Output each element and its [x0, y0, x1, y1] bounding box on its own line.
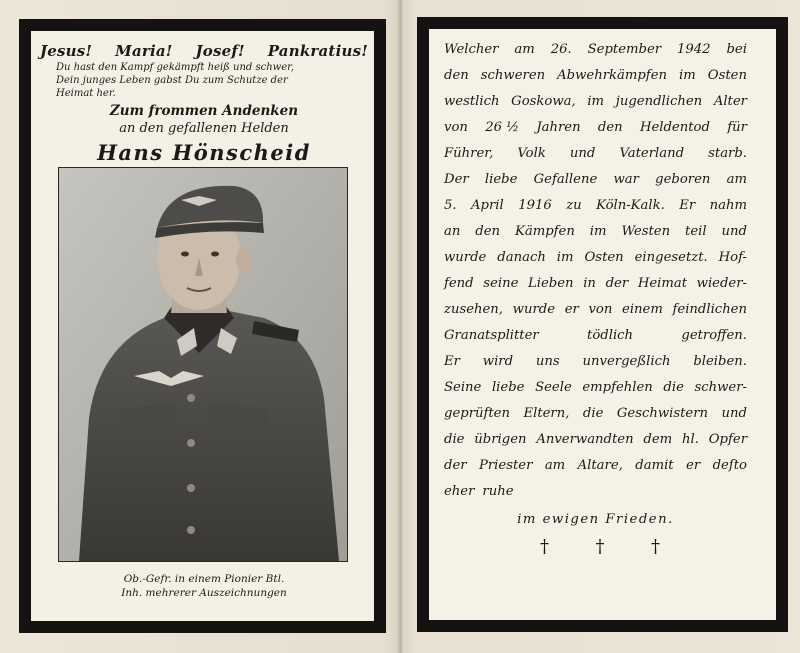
- obituary-word: empfehlen: [582, 380, 653, 395]
- obituary-word: Goskowa,: [511, 94, 576, 109]
- obituary-line: [444, 89, 747, 115]
- obituary-word: am: [514, 42, 535, 57]
- obituary-word: die: [444, 432, 465, 447]
- verse-line: Du hast den Kampf gekämpft heiß und schwer,: [56, 62, 295, 73]
- header-invocation: [40, 42, 368, 60]
- obituary-word: bleiben.: [693, 354, 747, 369]
- obituary-word: Granatsplitter: [444, 328, 539, 343]
- obituary-word: und: [721, 406, 747, 421]
- obituary-word: 5.: [444, 198, 457, 213]
- obituary-word: September: [587, 42, 662, 57]
- obituary-word: 26 ½: [485, 120, 519, 135]
- obituary-word: Jahren: [536, 120, 581, 135]
- obituary-word: Heldentod: [639, 120, 710, 135]
- obituary-word: wird: [482, 354, 514, 369]
- obituary-word: hl.: [682, 432, 699, 447]
- obituary-word: Heimat: [637, 276, 688, 291]
- obituary-word: Kämpfen: [514, 224, 575, 239]
- header-word: Maria!: [115, 42, 173, 60]
- obituary-word: damit: [635, 458, 674, 473]
- obituary-line: [444, 453, 747, 479]
- gefallen-subheading: an den gefallenen Helden: [119, 121, 289, 136]
- obituary-word: fend: [444, 276, 474, 291]
- obituary-word: liebe: [491, 380, 525, 395]
- obituary-word: Alter: [713, 94, 747, 109]
- portrait-caption: [40, 572, 368, 600]
- obituary-word: Anverwandten: [536, 432, 634, 447]
- obituary-line: [444, 401, 747, 427]
- obituary-line: [444, 271, 747, 297]
- obituary-line: [444, 349, 747, 375]
- obituary-line: [444, 245, 747, 271]
- verse-line: Dein junges Leben gabst Du zum Schutze der: [56, 75, 288, 86]
- obituary-word: Köln-Kalk.: [596, 198, 665, 213]
- obituary-word: zusehen,: [444, 302, 503, 317]
- obituary-word: tödlich: [587, 328, 634, 343]
- obituary-word: am: [726, 172, 747, 187]
- obituary-word: eher: [444, 484, 475, 499]
- obituary-word: 1942: [677, 42, 711, 57]
- cross-icon: †: [651, 536, 660, 557]
- obituary-word: wurde: [444, 250, 487, 265]
- obituary-word: Er: [679, 198, 696, 213]
- obituary-word: teil: [685, 224, 707, 239]
- obituary-word: danach: [497, 250, 546, 265]
- obituary-word: die: [582, 406, 604, 421]
- header-word: Pankratius!: [267, 42, 368, 60]
- header-word: Jesus!: [40, 42, 93, 60]
- obituary-word: dem: [643, 432, 673, 447]
- soldier-portrait-photo: [58, 167, 348, 562]
- obituary-word: Abwehrkämpfen: [557, 68, 667, 83]
- memorial-verse: [56, 61, 356, 100]
- andenken-heading: Zum frommen Andenken: [109, 103, 299, 119]
- obituary-word: 1916: [518, 198, 552, 213]
- obituary-line: [444, 375, 747, 401]
- obituary-word: im: [589, 224, 607, 239]
- obituary-word: er: [686, 458, 701, 473]
- obituary-word: bei: [726, 42, 747, 57]
- obituary-line: [444, 219, 747, 245]
- deceased-name: Hans Hönscheid: [97, 140, 311, 165]
- obituary-word: war: [613, 172, 639, 187]
- obituary-word: feindlichen: [672, 302, 747, 317]
- closing-line: im ewigen Frieden.: [517, 512, 674, 527]
- obituary-word: für: [727, 120, 747, 135]
- obituary-word: Welcher: [444, 42, 499, 57]
- cross-icon: †: [540, 536, 549, 557]
- caption-line: Ob.-Gefr. in einem Pionier Btl.: [123, 573, 285, 585]
- obituary-word: an: [444, 224, 461, 239]
- obituary-word: zu: [566, 198, 582, 213]
- obituary-line: [444, 479, 747, 505]
- obituary-word: und: [721, 224, 747, 239]
- obituary-word: Opfer: [708, 432, 747, 447]
- obituary-word: Osten: [584, 250, 624, 265]
- obituary-line: [444, 63, 747, 89]
- obituary-word: übrigen: [474, 432, 527, 447]
- obituary-word: Eltern,: [523, 406, 570, 421]
- obituary-word: Seine: [444, 380, 482, 395]
- cross-icon: †: [595, 536, 605, 557]
- obituary-word: im: [587, 94, 605, 109]
- crosses: [540, 536, 660, 557]
- obituary-word: seine: [483, 276, 519, 291]
- obituary-word: einem: [622, 302, 663, 317]
- obituary-word: am: [544, 458, 566, 473]
- obituary-word: geprüften: [444, 406, 510, 421]
- obituary-word: und: [569, 146, 596, 161]
- obituary-word: eingesetzt.: [634, 250, 708, 265]
- obituary-word: Volk: [517, 146, 546, 161]
- obituary-word: Westen: [621, 224, 671, 239]
- obituary-word: Er: [444, 354, 460, 369]
- obituary-word: westlich: [444, 94, 500, 109]
- obituary-word: Altare,: [577, 458, 623, 473]
- obituary-word: den: [597, 120, 623, 135]
- obituary-word: unvergeßlich: [582, 354, 671, 369]
- obituary-word: Hof-: [718, 250, 747, 265]
- obituary-word: starb.: [708, 146, 747, 161]
- obituary-word: liebe: [484, 172, 518, 187]
- portrait-illustration: [59, 168, 347, 561]
- obituary-word: Gefallene: [533, 172, 598, 187]
- obituary-word: Osten: [707, 68, 747, 83]
- obituary-word: Lieben: [528, 276, 574, 291]
- obituary-word: die: [663, 380, 684, 395]
- obituary-word: von: [444, 120, 468, 135]
- obituary-text: [444, 37, 747, 533]
- obituary-word: deſto: [712, 458, 747, 473]
- obituary-word: Seele: [535, 380, 572, 395]
- obituary-word: ruhe: [482, 484, 514, 499]
- obituary-word: schwer-: [694, 380, 747, 395]
- obituary-word: von: [588, 302, 613, 317]
- obituary-word: den: [444, 68, 469, 83]
- obituary-word: der: [444, 458, 467, 473]
- obituary-line: [444, 193, 747, 219]
- obituary-word: schweren: [480, 68, 546, 83]
- obituary-word: der: [605, 276, 629, 291]
- obituary-line: [444, 115, 747, 141]
- verse-line: Heimat her.: [56, 88, 116, 99]
- obituary-word: getroffen.: [681, 328, 747, 343]
- obituary-word: wieder-: [696, 276, 747, 291]
- header-word: Josef!: [195, 42, 245, 60]
- obituary-word: Geschwistern: [616, 406, 709, 421]
- obituary-line: [444, 427, 747, 453]
- obituary-line: [444, 141, 747, 167]
- obituary-word: jugendlichen: [615, 94, 703, 109]
- obituary-word: nahm: [709, 198, 747, 213]
- obituary-word: er: [564, 302, 579, 317]
- card-fold: [398, 0, 404, 653]
- obituary-word: geboren: [655, 172, 711, 187]
- obituary-word: April: [471, 198, 504, 213]
- obituary-word: Führer,: [444, 146, 494, 161]
- obituary-word: wurde: [512, 302, 556, 317]
- obituary-line: [444, 297, 747, 323]
- obituary-word: im: [679, 68, 696, 83]
- obituary-line: [444, 37, 747, 63]
- obituary-word: 26.: [550, 42, 572, 57]
- obituary-word: im: [556, 250, 574, 265]
- obituary-word: uns: [535, 354, 560, 369]
- obituary-word: Priester: [479, 458, 533, 473]
- obituary-word: Der: [444, 172, 469, 187]
- obituary-word: Vaterland: [619, 146, 685, 161]
- obituary-word: den: [475, 224, 501, 239]
- caption-line: Inh. mehrerer Auszeichnungen: [121, 587, 287, 599]
- obituary-line: [444, 323, 747, 349]
- obituary-line: [444, 167, 747, 193]
- obituary-word: in: [583, 276, 596, 291]
